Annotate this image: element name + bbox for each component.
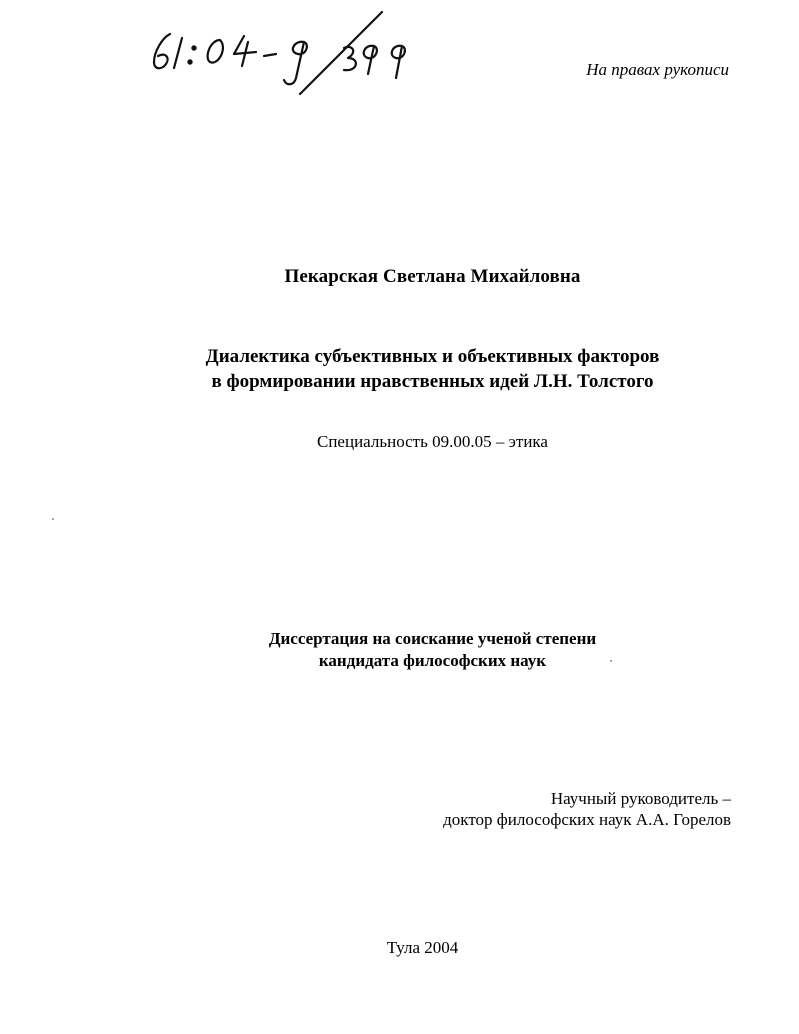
city-year: Тула 2004 (386, 938, 459, 957)
title-line: Диалектика субъективных и объективных факторов (205, 346, 660, 367)
degree-line: Диссертация на соискание ученой степени (268, 629, 597, 648)
supervisor-line: Научный руководитель – (550, 789, 731, 808)
degree-statement (0, 628, 799, 672)
scan-speck (52, 518, 54, 520)
dissertation-title (0, 344, 799, 394)
author-name: Пекарская Светлана Михайловна (284, 266, 581, 287)
scan-speck (610, 660, 612, 662)
handwriting-drawing (140, 8, 430, 100)
specialty-line: Специальность 09.00.05 – этика (317, 432, 548, 451)
degree-line: кандидата философских наук (318, 651, 547, 670)
handwritten-catalog-number (140, 8, 430, 100)
rights-note: На правах рукописи (586, 60, 729, 79)
supervisor-line: доктор философских наук А.А. Горелов (443, 810, 731, 829)
supervisor-block (443, 788, 731, 830)
title-line: в формировании нравственных идей Л.Н. Толстого (211, 371, 654, 392)
